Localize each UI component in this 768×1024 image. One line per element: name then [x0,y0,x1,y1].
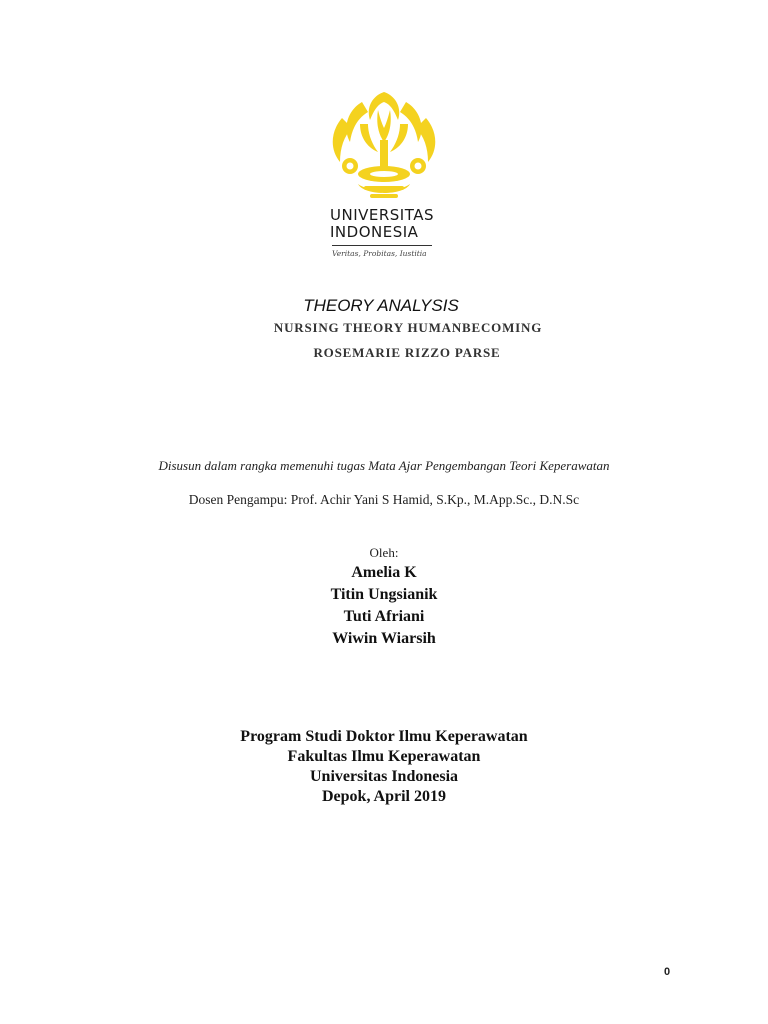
document-subtitle-2: ROSEMARIE RIZZO PARSE [313,345,501,360]
university-name-line1: UNIVERSITAS [330,206,435,224]
program-name: Program Studi Doktor Ilmu Keperawatan [240,728,528,745]
institution-block [0,727,768,807]
author-name: Tuti Afriani [343,608,425,625]
author-name: Wiwin Wiarsih [332,630,436,647]
author-list [0,562,768,650]
document-subtitle-1: NURSING THEORY HUMANBECOMING [273,320,543,335]
faculty-name: Fakultas Ilmu Keperawatan [287,748,481,765]
university-name-line2: INDONESIA [330,223,419,241]
university-name: Universitas Indonesia [309,768,459,785]
makara-emblem-icon [320,88,448,268]
author-name: Titin Ungsianik [330,586,438,603]
author-name: Amelia K [351,564,417,581]
motto-divider [332,245,432,246]
lecturer-line: Dosen Pengampu: Prof. Achir Yani S Hamid, S.Kp., M.App.Sc., D.N.Sc [188,492,580,507]
purpose-statement: Disusun dalam rangka memenuhi tugas Mata Ajar Pengembangan Teori Keperawatan [158,458,610,473]
document-title: THEORY ANALYSIS [303,296,459,315]
university-motto: Veritas, Probitas, Iustitia [332,249,427,258]
page-number: 0 [664,966,671,978]
by-label: Oleh: [369,545,399,560]
place-date: Depok, April 2019 [321,788,446,805]
